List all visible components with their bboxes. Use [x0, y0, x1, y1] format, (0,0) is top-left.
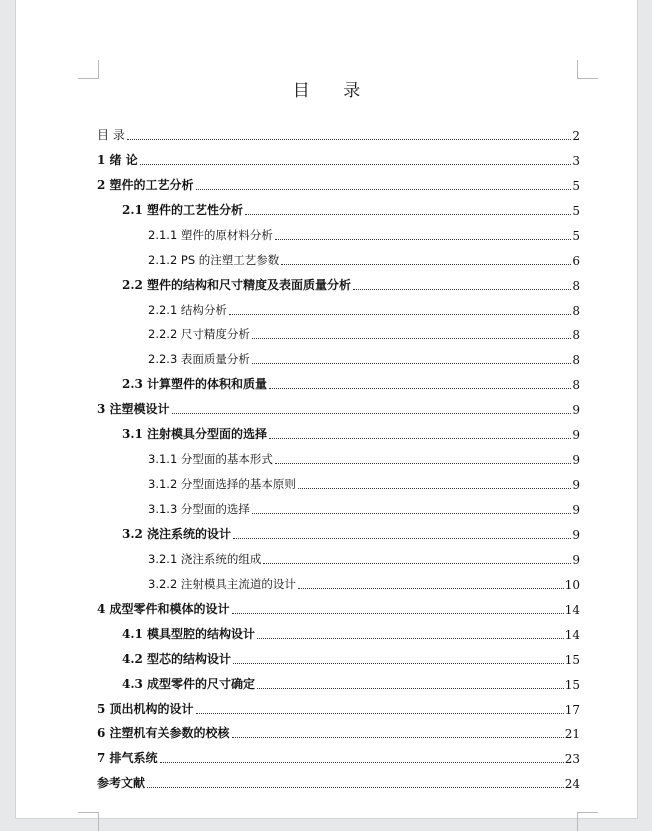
toc-dot-leader — [245, 214, 571, 215]
toc-dot-leader — [232, 737, 564, 738]
toc-entry[interactable] — [97, 518, 580, 543]
toc-entry-label: 3 注塑模设计 — [97, 402, 170, 417]
toc-dot-leader — [233, 538, 571, 539]
toc-entry[interactable] — [97, 593, 580, 618]
toc-entry[interactable] — [97, 493, 580, 518]
toc-entry[interactable] — [97, 169, 580, 194]
toc-entry-page-number: 21 — [564, 727, 580, 742]
toc-entry-page-number: 10 — [564, 577, 580, 592]
toc-entry-label: 4.2 型芯的结构设计 — [122, 651, 232, 666]
toc-dot-leader — [196, 189, 572, 190]
toc-dot-leader — [232, 613, 564, 614]
toc-entry[interactable] — [97, 319, 580, 344]
toc-entry[interactable] — [97, 119, 580, 144]
toc-entry-label: 2.1 塑件的工艺性分析 — [122, 202, 244, 217]
toc-entry-page-number: 9 — [572, 453, 580, 468]
toc-entry[interactable] — [97, 568, 580, 593]
toc-entry-page-number: 15 — [564, 677, 580, 692]
toc-dot-leader — [160, 762, 564, 763]
toc-entry-page-number: 8 — [572, 328, 580, 343]
toc-dot-leader — [257, 688, 564, 689]
toc-entry-page-number: 8 — [572, 278, 580, 293]
toc-entry[interactable] — [97, 443, 580, 468]
toc-dot-leader — [275, 239, 571, 240]
toc-entry[interactable] — [97, 219, 580, 244]
toc-dot-leader — [172, 413, 572, 414]
toc-entry-page-number: 14 — [564, 627, 580, 642]
toc-entry-page-number: 8 — [572, 303, 580, 318]
toc-entry-label: 3.1.1 分型面的基本形式 — [148, 452, 273, 467]
toc-entry[interactable] — [97, 269, 580, 294]
toc-entry-label: 2 塑件的工艺分析 — [97, 177, 194, 192]
toc-entry-page-number: 3 — [572, 153, 580, 168]
toc-entry[interactable] — [97, 693, 580, 718]
toc-entry[interactable] — [97, 244, 580, 269]
toc-entry[interactable] — [97, 468, 580, 493]
toc-entry[interactable] — [97, 618, 580, 643]
toc-entry-label: 2.1.1 塑件的原材料分析 — [148, 227, 273, 242]
toc-entry-page-number: 5 — [572, 178, 580, 193]
toc-entry[interactable] — [97, 343, 580, 368]
toc-entry[interactable] — [97, 194, 580, 219]
toc-entry-label: 2.2 塑件的结构和尺寸精度及表面质量分析 — [122, 277, 352, 292]
toc-entry-label: 2.1.2 PS 的注塑工艺参数 — [148, 252, 280, 267]
toc-dot-leader — [233, 663, 564, 664]
toc-entry[interactable] — [97, 393, 580, 418]
toc-entry[interactable] — [97, 418, 580, 443]
toc-entry-label: 3.1.3 分型面的选择 — [148, 502, 250, 516]
toc-entry-page-number: 9 — [572, 552, 580, 567]
toc-dot-leader — [257, 638, 564, 639]
toc-dot-leader — [127, 139, 572, 140]
margin-corner-bottom-right — [577, 812, 598, 831]
toc-entry[interactable] — [97, 294, 580, 319]
toc-entry-label: 目 录 — [97, 127, 125, 142]
toc-entry-label: 2.3 计算塑件的体积和质量 — [122, 377, 268, 392]
toc-entry-page-number: 24 — [564, 777, 580, 792]
toc-entry-label: 5 顶出机构的设计 — [97, 701, 194, 716]
toc-entry-page-number: 6 — [572, 253, 580, 268]
toc-entry-label: 3.1 注射模具分型面的选择 — [122, 427, 268, 442]
toc-entry-page-number: 9 — [572, 403, 580, 418]
toc-entry-page-number: 9 — [572, 478, 580, 493]
toc-entry[interactable] — [97, 767, 580, 792]
toc-entry-label: 6 注塑机有关参数的校核 — [97, 726, 230, 741]
toc-entry-label: 3.1.2 分型面选择的基本原则 — [148, 477, 296, 492]
toc-entry-label: 2.2.3 表面质量分析 — [148, 352, 250, 367]
toc-title: 目 录 — [292, 81, 375, 101]
toc-dot-leader — [263, 563, 571, 564]
toc-dot-leader — [298, 588, 564, 589]
toc-entry-page-number: 5 — [572, 228, 580, 243]
toc-entry-page-number: 9 — [572, 503, 580, 517]
toc-dot-leader — [269, 388, 571, 389]
toc-entry-page-number: 8 — [572, 378, 580, 393]
margin-corner-bottom-left — [78, 812, 99, 831]
toc-entry-page-number: 9 — [572, 428, 580, 443]
toc-entry-page-number: 9 — [572, 527, 580, 542]
toc-entry[interactable] — [97, 668, 580, 693]
toc-entry[interactable] — [97, 144, 580, 169]
toc-dot-leader — [252, 363, 571, 364]
toc-entry[interactable] — [97, 368, 580, 393]
toc-entry-label: 4 成型零件和模体的设计 — [97, 601, 230, 616]
document-page — [16, 0, 637, 818]
toc-dot-leader — [275, 463, 571, 464]
toc-entry-label: 3.2.1 浇注系统的组成 — [148, 551, 262, 566]
toc-entry-page-number: 17 — [564, 702, 580, 717]
toc-dot-leader — [269, 438, 571, 439]
toc-entry-page-number: 8 — [572, 353, 580, 368]
toc-entry[interactable] — [97, 718, 580, 743]
toc-entry-page-number: 14 — [564, 602, 580, 617]
toc-entry-page-number: 5 — [572, 203, 580, 218]
toc-entry-label: 1 绪 论 — [97, 152, 138, 167]
toc-dot-leader — [298, 488, 571, 489]
toc-entry-label: 2.2.1 结构分析 — [148, 302, 227, 317]
toc-entry[interactable] — [97, 543, 580, 568]
toc-dot-leader — [252, 338, 571, 339]
toc-dot-leader — [281, 264, 571, 265]
toc-dot-leader — [140, 164, 572, 165]
toc-entry-label: 7 排气系统 — [97, 751, 158, 766]
toc-dot-leader — [196, 713, 564, 714]
toc-dot-leader — [147, 787, 564, 788]
toc-entry-label: 2.2.2 尺寸精度分析 — [148, 327, 250, 342]
toc-entry-page-number: 2 — [572, 128, 580, 143]
toc-entry-label: 参考文献 — [97, 776, 146, 791]
toc-entry-label: 4.1 模具型腔的结构设计 — [122, 626, 256, 641]
toc-entry-label: 4.3 成型零件的尺寸确定 — [122, 676, 256, 691]
toc-entry[interactable] — [97, 643, 580, 668]
toc-entry-page-number: 23 — [564, 752, 580, 767]
toc-dot-leader — [252, 513, 571, 514]
toc-entry-label: 3.2.2 注射模具主流道的设计 — [148, 576, 296, 591]
toc-entry-page-number: 15 — [564, 652, 580, 667]
table-of-contents — [97, 119, 580, 792]
toc-dot-leader — [353, 289, 571, 290]
toc-entry-label: 3.2 浇注系统的设计 — [122, 526, 232, 541]
toc-entry[interactable] — [97, 742, 580, 767]
toc-dot-leader — [229, 314, 571, 315]
